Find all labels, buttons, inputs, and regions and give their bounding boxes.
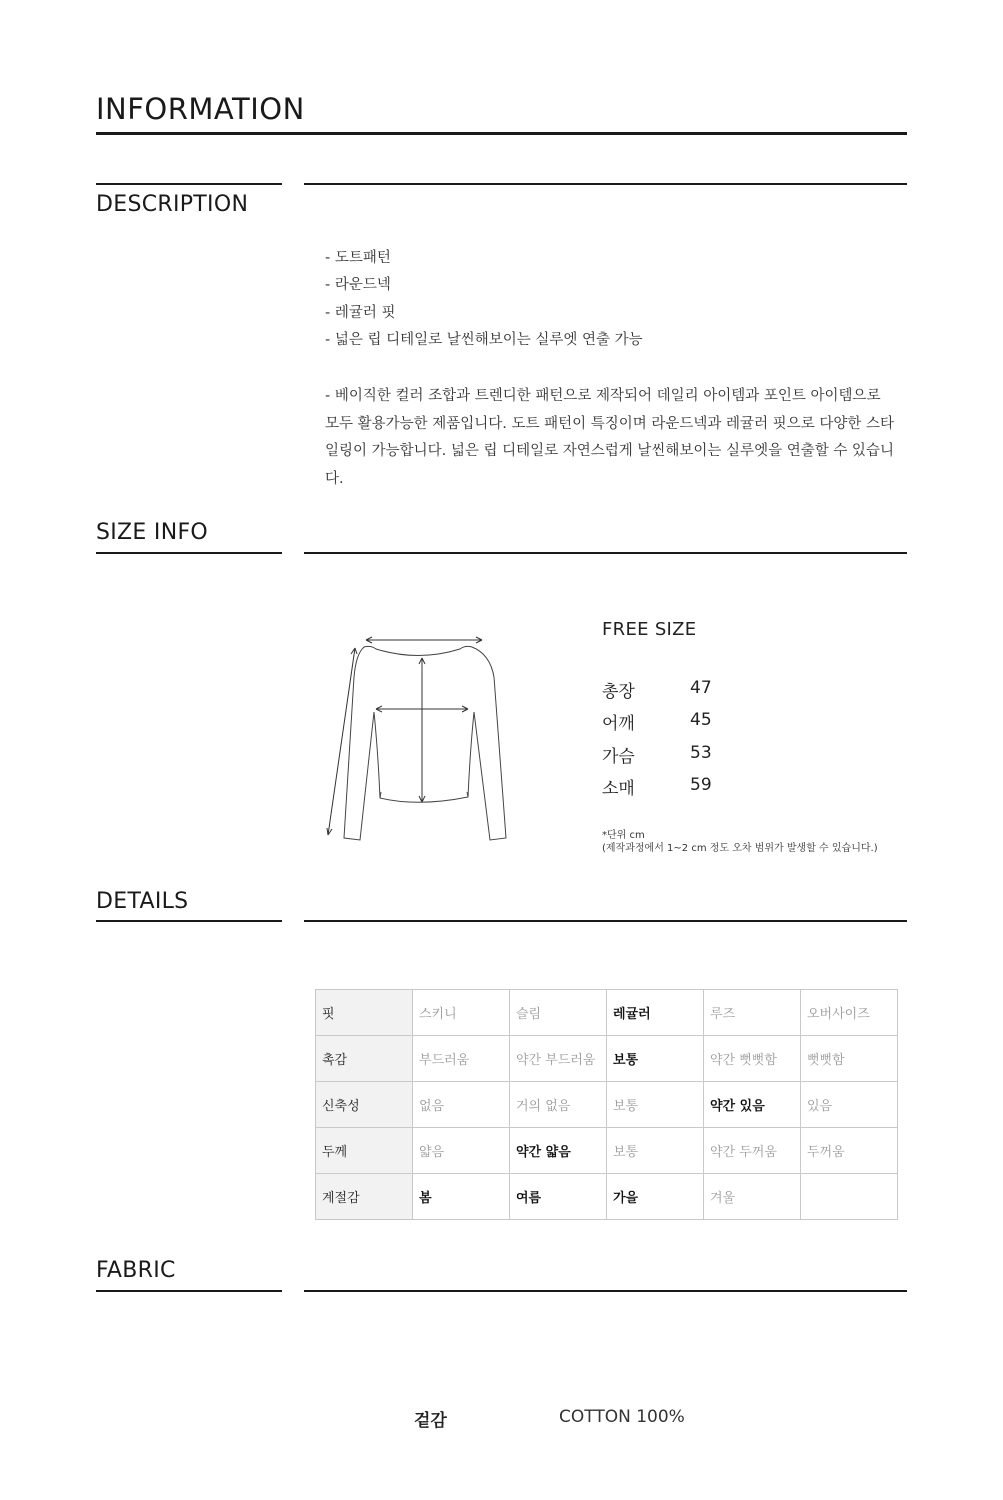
size-unit-note: *단위 cm: [602, 830, 645, 841]
details-option: 약간 뻣뻣함: [704, 1036, 801, 1082]
page-title: INFORMATION: [96, 92, 305, 126]
details-option: 슬림: [510, 990, 607, 1036]
details-row: [316, 1174, 898, 1220]
details-row: [316, 990, 898, 1036]
details-option: 뻣뻣함: [801, 1036, 898, 1082]
details-option-selected: 여름: [510, 1174, 607, 1220]
details-row-label: 계절감: [316, 1174, 413, 1220]
details-option: 두꺼움: [801, 1128, 898, 1174]
details-row-label: 신축성: [316, 1082, 413, 1128]
description-bullet: - 도트패턴: [325, 250, 391, 266]
details-option-selected: 봄: [413, 1174, 510, 1220]
details-option-selected: 레귤러: [607, 990, 704, 1036]
size-info-bottom-rule: [96, 552, 282, 554]
fabric-right-rule: [304, 1290, 907, 1292]
sleeve-measure-line: [328, 648, 355, 835]
details-option-selected: 약간 있음: [704, 1082, 801, 1128]
details-row-label: 촉감: [316, 1036, 413, 1082]
details-option: 약간 부드러움: [510, 1036, 607, 1082]
details-option: 약간 두꺼움: [704, 1128, 801, 1174]
title-divider: [96, 132, 907, 135]
description-paragraph: - 베이직한 컬러 조합과 트렌디한 패턴으로 제작되어 데일리 아이템과 포인트 아이템으로 모두 활용가능한 제품입니다. 도트 패턴이 특징이며 라운드넥과 레귤러 핏으로 다양한 스타일링이 가능합니다. 넓은 립 디테일로 자연스럽게 날씬해보이는 실루엣을 연출할 수 있습니다.: [325, 388, 894, 487]
details-option: 겨울: [704, 1174, 801, 1220]
details-option: 거의 없음: [510, 1082, 607, 1128]
size-info-heading: SIZE INFO: [96, 520, 209, 545]
details-option: 보통: [607, 1128, 704, 1174]
fabric-value: COTTON 100%: [559, 1407, 685, 1427]
details-row-label: 핏: [316, 990, 413, 1036]
measurement-label: 소매: [602, 779, 635, 799]
garment-outline: [344, 646, 506, 840]
details-row: [316, 1082, 898, 1128]
measurement-label: 어깨: [602, 714, 635, 734]
details-option-selected: 보통: [607, 1036, 704, 1082]
measurement-label: 가슴: [602, 747, 635, 767]
details-row-label: 두께: [316, 1128, 413, 1174]
garment-sketch: [318, 632, 518, 847]
details-option: [801, 1174, 898, 1220]
details-option: 보통: [607, 1082, 704, 1128]
details-option: 오버사이즈: [801, 990, 898, 1036]
description-bullet: - 넓은 립 디테일로 날씬해보이는 실루엣 연출 가능: [325, 332, 643, 348]
details-option: 있음: [801, 1082, 898, 1128]
measurement-value: 47: [690, 678, 712, 698]
details-option: 얇음: [413, 1128, 510, 1174]
details-option-selected: 가을: [607, 1174, 704, 1220]
measurement-label: 총장: [602, 682, 635, 702]
measurement-value: 53: [690, 743, 712, 763]
description-top-rule: [96, 183, 282, 185]
details-option: 없음: [413, 1082, 510, 1128]
details-option: 루즈: [704, 990, 801, 1036]
details-row: [316, 1036, 898, 1082]
description-bullet: - 레귤러 핏: [325, 305, 396, 321]
size-name: FREE SIZE: [602, 619, 697, 640]
measurement-value: 45: [690, 710, 712, 730]
description-bullet: - 라운드넥: [325, 277, 391, 293]
description-right-rule: [304, 183, 907, 185]
fabric-bottom-rule: [96, 1290, 282, 1292]
size-info-right-rule: [304, 552, 907, 554]
measurement-value: 59: [690, 775, 712, 795]
details-option: 스키니: [413, 990, 510, 1036]
details-heading: DETAILS: [96, 889, 189, 914]
details-right-rule: [304, 920, 907, 922]
size-tolerance-note: (제작과정에서 1~2 cm 정도 오차 범위가 발생할 수 있습니다.): [602, 843, 878, 854]
fabric-label: 겉감: [414, 1411, 447, 1431]
details-bottom-rule: [96, 920, 282, 922]
details-option: 부드러움: [413, 1036, 510, 1082]
details-table: [315, 989, 898, 1220]
fabric-heading: FABRIC: [96, 1258, 176, 1283]
details-option-selected: 약간 얇음: [510, 1128, 607, 1174]
details-row: [316, 1128, 898, 1174]
description-heading: DESCRIPTION: [96, 192, 249, 217]
